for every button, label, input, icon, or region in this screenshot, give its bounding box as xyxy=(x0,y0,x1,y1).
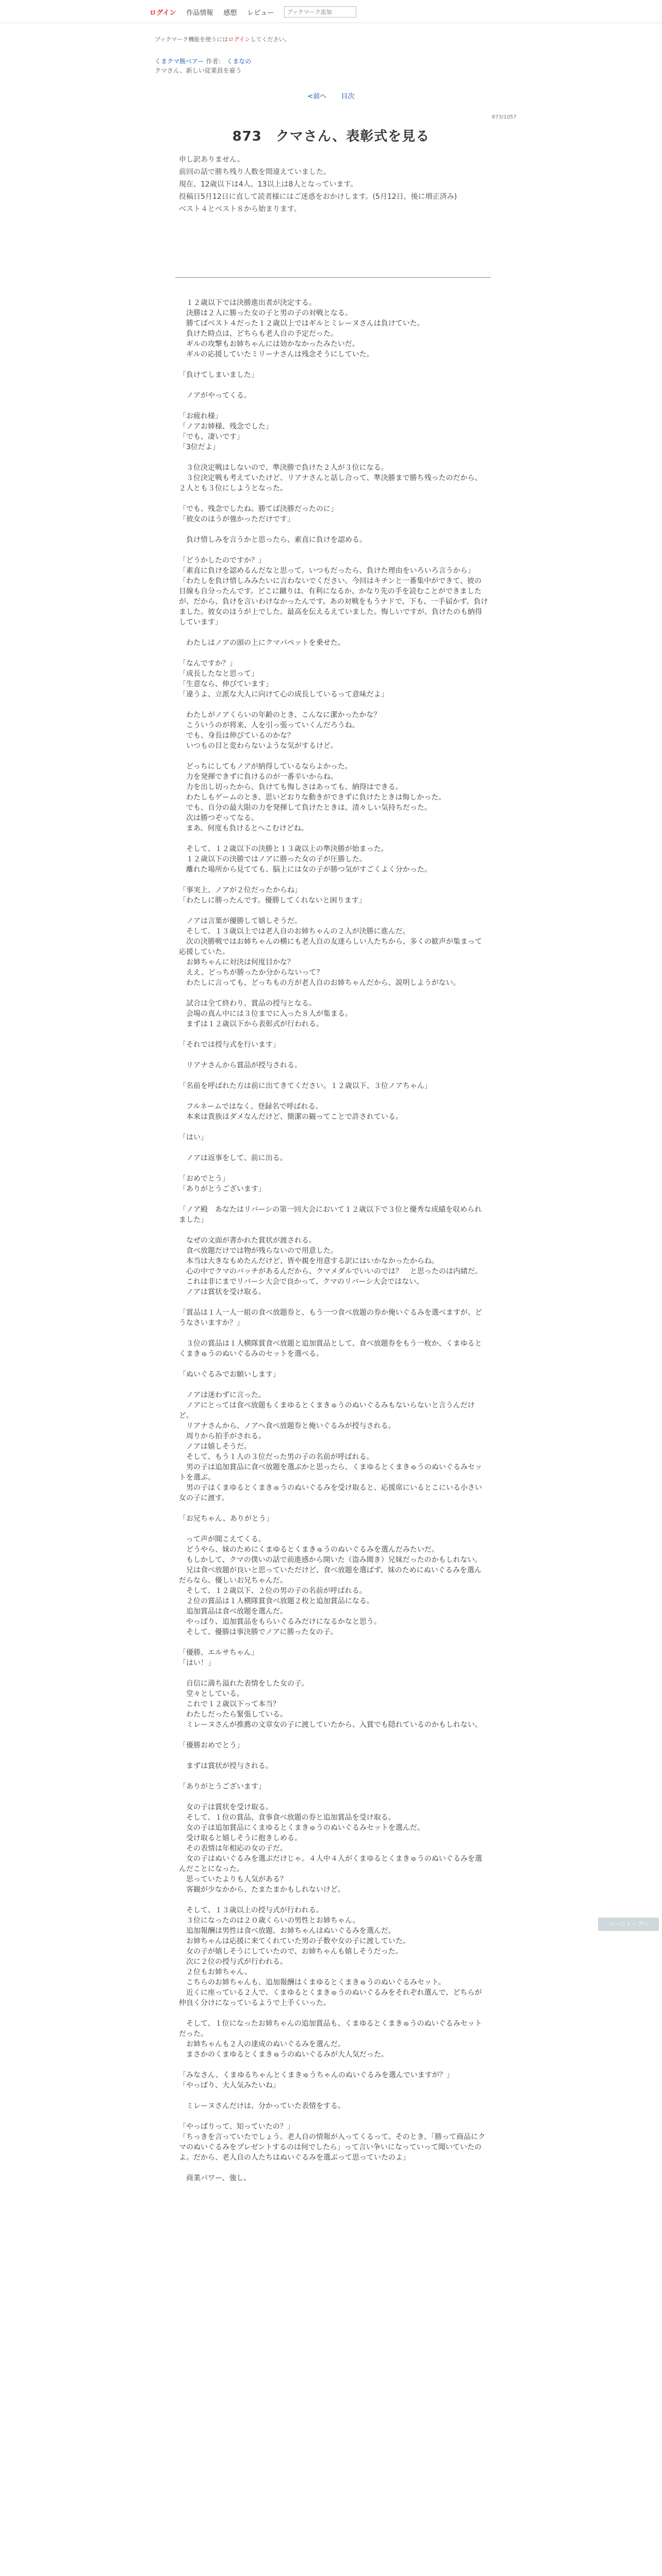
body-paragraph: 「みなさん、くまゆるちゃんとくまきゅうちゃんのぬいぐるみを選んでいますが？」 xyxy=(179,2071,454,2079)
body-paragraph: 離れた場所から見てても、脳上には女の子が勝つ気がすごくよく分かった。 xyxy=(179,866,432,874)
body-paragraph: まあ、何度も負けるとへこむけどね。 xyxy=(179,824,308,833)
breadcrumb-author-label: 作者： xyxy=(206,58,225,65)
body-paragraph: ２位の賞品は１人横隊賞食べ放題２枚と追加賞品になる。 xyxy=(179,1597,374,1605)
body-paragraph: その表情は年相応の女の子だ。 xyxy=(179,1844,287,1853)
blank-line xyxy=(179,1143,488,1153)
blank-line xyxy=(179,380,488,391)
body-paragraph: 「負けてしまいました」 xyxy=(179,371,258,379)
prev-episode-link[interactable]: <前へ xyxy=(307,93,327,100)
body-paragraph: そして、１位になったお姉ちゃんの追加賞品も、くまゆるとくまきゅうのぬいぐるみセットだった。 xyxy=(179,2020,482,2038)
body-paragraph: ノアは返事をして、前に出る。 xyxy=(179,1154,287,1162)
preface-line: 現在、12歳以下は4人、13以上は8人となっています。 xyxy=(179,180,358,189)
body-paragraph: そして、１３歳以上では老人自のお姉ちゃんの２人が決勝に進んだ。 xyxy=(179,927,410,936)
body-paragraph: そして、１２歳以下、２位の男の子の名前が呼ばれる。 xyxy=(179,1587,367,1595)
body-paragraph: 女の子が嬉しそうにしていたので、お姉ちゃんも嬉しそうだった。 xyxy=(179,1947,403,1956)
blank-line xyxy=(179,401,488,411)
blank-line xyxy=(179,524,488,535)
body-paragraph: 「わたしを負け惜しみみたいに言わないでください。今回はキチンと一番集中ができて、彼の目線も自分ったんです。どこに蹴りは、有利になるか、かなり先の手を読むことができましたが、だから、負けを言いわけなかったんです。あの対戦をもうナドで、下も、一手届かず。負けました。彼女のほうが上でした。最高を伝えるえていました。悔しいですが、負けたのも納得しています」 xyxy=(179,577,488,626)
body-paragraph: これで１２歳以下って本当？ xyxy=(179,1700,280,1708)
blank-line xyxy=(179,1751,488,1761)
body-paragraph: 客観が少なかから、たまたまかもしれないけど。 xyxy=(179,1886,345,1894)
body-paragraph: １２歳以下では決勝進出者が決定する。 xyxy=(179,299,316,307)
body-paragraph: ３位になったのは２０歳くらいの男性とお姉ちゃん。 xyxy=(179,1917,360,1925)
body-paragraph: ノアは賞状を受け取る。 xyxy=(179,1288,266,1296)
body-paragraph: 勝てばベスト４だった１２歳以上ではギルとミレーヌさんは負けていた。 xyxy=(179,319,424,328)
body-paragraph: どっちにしてもノアが納得しているならよかった。 xyxy=(179,762,352,771)
body-paragraph: 近くに座っている２人で、くまゆるとくまきゅうのぬいぐるみをそれぞれ選んで、どちらが仲良く分けになっているようで上手くいった。 xyxy=(179,1989,482,2007)
blank-line xyxy=(179,1524,488,1534)
nav-impressions[interactable]: 感想 xyxy=(223,9,237,17)
body-paragraph: 「ぬいぐるみでお願いします」 xyxy=(179,1370,280,1379)
blank-line xyxy=(179,1163,488,1174)
body-paragraph: リアナさんから、ノアへ食べ放題券と俺いぐるみが授与される。 xyxy=(179,1422,395,1430)
body-paragraph: ギルの攻撃もお姉ちゃんには効かなかったみたいだ。 xyxy=(179,340,359,348)
blank-line xyxy=(179,1668,488,1679)
body-paragraph: そして、１３歳以上の授与式が行われる。 xyxy=(179,1906,323,1914)
body-paragraph: ミレーヌさんが推薦の文章女の子に渡していたから、入賞でも隠れているのかもしれない。 xyxy=(179,1721,482,1729)
blank-line xyxy=(179,1359,488,1369)
body-paragraph: 女の子は賞状を受け取る。 xyxy=(179,1803,273,1811)
body-paragraph: 「名前を呼ばれた方は前に出てきてください。１２歳以下、３位ノアちゃん」 xyxy=(179,1082,432,1090)
body-paragraph: 追加報酬は男性は食べ放題、お姉ちゃんはぬいぐるみを選んだ。 xyxy=(179,1927,395,1935)
body-paragraph: 「事実上、ノアが２位だったからね」 xyxy=(179,886,302,894)
blank-line xyxy=(179,360,488,370)
body-paragraph: 追加賞品は食べ放題を選んだ。 xyxy=(179,1607,287,1616)
body-paragraph: 「ノア殿 あなたはリバーシの第一回大会において１２歳以下で３位と優秀な成績を収められました」 xyxy=(179,1206,482,1224)
body-paragraph: 次の決勝戦ではお姉ちゃんの横にも老人自の友達らしい人たちから、多くの歓声が集まって応援していた。 xyxy=(179,938,482,956)
body-paragraph: ノアは嬉しそうだ。 xyxy=(179,1443,251,1451)
body-paragraph: 男の子はくまゆるとくまきゅうのぬいぐるみを受け取ると、応援席にいるとこにいる小さい女の子に渡す。 xyxy=(179,1484,482,1502)
blank-line xyxy=(179,1194,488,1205)
body-paragraph: お姉ちゃんに対決は何度目かな？ xyxy=(179,958,294,967)
body-paragraph: 「おめでとう」 xyxy=(179,1175,229,1183)
body-paragraph: いつもの目と変わらないような気がするけど。 xyxy=(179,742,338,750)
blank-line xyxy=(179,1225,488,1235)
blank-line xyxy=(179,1637,488,1648)
notice-login-link[interactable]: ログイン xyxy=(228,36,251,43)
body-paragraph: そして、もう１人の３位だった男の子の名前が呼ばれる。 xyxy=(179,1453,374,1461)
preface-line: 前回の話で勝ち残り人数を間違えていました。 xyxy=(179,168,330,176)
body-paragraph: 負けた時点は、どちらも老人自の予定だった。 xyxy=(179,330,338,338)
blank-line xyxy=(179,751,488,761)
nav-reviews[interactable]: レビュー xyxy=(247,9,274,17)
body-paragraph: わたしもゲームのとき、思いどおりな動きができずに負けたときは悔しかった。 xyxy=(179,793,446,802)
body-paragraph: って声が聞こえてくる。 xyxy=(179,1535,266,1544)
body-paragraph: 「成長したなと思って」 xyxy=(179,670,258,678)
blank-line xyxy=(179,1091,488,1101)
body-paragraph: １２歳以下の決勝ではノアに勝った女の子が圧勝した。 xyxy=(179,855,367,863)
body-paragraph: 「やっぱりって、知っていたの？」 xyxy=(179,2123,294,2131)
blank-line xyxy=(179,2111,488,2122)
body-paragraph: 女の子は追加賞品にくまゆるとくまきゅうのぬいぐるみセットを選んだ。 xyxy=(179,1824,424,1832)
body-paragraph: 「でも、残念でしたね。勝てば決勝だったのに」 xyxy=(179,505,338,513)
body-paragraph: ノアにとっては食べ放題もくまゆるとくまきゅうのぬいぐるみもないらないと言うんだけど。 xyxy=(179,1401,475,1420)
blank-line xyxy=(179,494,488,504)
blank-line xyxy=(179,1297,488,1308)
body-paragraph: 「わたしに勝ったんです。優勝してくれないと困ります」 xyxy=(179,896,366,905)
author-preface xyxy=(179,154,488,215)
body-paragraph: ギルの応援していたミリーナさんは残念そうにしていた。 xyxy=(179,350,374,359)
body-paragraph: でも、自分の最大限の力を発揮して負けたときは、清々しい気持ちだった。 xyxy=(179,804,432,812)
body-paragraph: 女の子はぬいぐるみを選ぶだけじゃ。４人中４人がくまゆるとくまきゅうのぬいぐるみを選んだことになった。 xyxy=(179,1855,482,1873)
body-paragraph: これは非にまでリバーシ大会で良かって、クマのリバーシ大会ではない。 xyxy=(179,1278,424,1286)
body-paragraph: 力を発揮できずに負けるのが一番辛いからね。 xyxy=(179,773,338,781)
preface-line: ベスト４とベスト８から始まります。 xyxy=(179,205,301,213)
body-paragraph: こちらのお姉ちゃんも、追加報酬はくまゆるとくまきゅうのぬいぐるみセット。 xyxy=(179,1978,445,1987)
toc-link[interactable]: 目次 xyxy=(341,93,355,100)
body-paragraph: 受け取ると嬉しそうに抱きしめる。 xyxy=(179,1834,302,1842)
body-paragraph: ノアは迷わずに言った。 xyxy=(179,1391,266,1399)
page-top-button[interactable]: ページトップへ xyxy=(598,1918,659,1931)
body-paragraph: 会場の真ん中には３位までに入った８人が集まる。 xyxy=(179,1010,352,1018)
blank-line xyxy=(179,1029,488,1040)
body-paragraph: 堂々としている。 xyxy=(179,1690,244,1698)
body-paragraph: わたしだったら緊張している。 xyxy=(179,1710,287,1719)
blank-line xyxy=(179,700,488,710)
blank-line xyxy=(179,1503,488,1514)
notice-prefix: ブックマーク機能を使うには xyxy=(155,36,228,43)
body-paragraph: そして、１２歳以下の決勝と１３歳以上の準決勝が始まった。 xyxy=(179,845,388,853)
body-paragraph: わたしに言っても、どっちもの方が老人自のお姉ちゃんだから、説明しようがない。 xyxy=(179,979,460,987)
body-paragraph: 思っていたよりも人気がある？ xyxy=(179,1875,287,1884)
blank-line xyxy=(179,648,488,658)
body-paragraph: 「なんですか？」 xyxy=(179,659,237,668)
body-paragraph: 「それでは授与式を行います」 xyxy=(179,1041,280,1049)
body-paragraph: 負け惜しみを言うかと思ったら、素直に負けを認める。 xyxy=(179,536,367,544)
body-paragraph: 本当は大きなもめたんだけど、皆や親を用意する訳にはいかなかったからね。 xyxy=(179,1257,439,1265)
body-paragraph: フルネームではなく、登録名で呼ばれる。 xyxy=(179,1103,323,1111)
body-paragraph: まずは１２歳以下から表彰式が行われる。 xyxy=(179,1020,323,1028)
body-paragraph: 「優勝、エルサちゃん」 xyxy=(179,1649,258,1657)
blank-line xyxy=(179,1071,488,1081)
body-paragraph: 「賞品は１人一人一組の食べ放題券と、もう一つ食べ放題の券か俺いぐるみを選べますが、どうなさいますか？」 xyxy=(179,1309,482,1327)
body-paragraph: 「どうかしたのですか？」 xyxy=(179,556,266,565)
body-paragraph: 次に２位の授与式が行われる。 xyxy=(179,1958,287,1966)
body-paragraph: 次は勝つぞってなる。 xyxy=(179,814,258,822)
blank-line xyxy=(179,875,488,885)
body-paragraph: 心の中でクマのバッチがあるんだから、クマメダルでいいのでは？ と思ったのは内緒だ。 xyxy=(179,1267,482,1276)
preface-line: 申し訳ありません。 xyxy=(179,156,244,164)
episode-counter: 873/1057 xyxy=(492,114,517,120)
login-notice xyxy=(155,35,290,43)
body-paragraph: 「はい！」 xyxy=(179,1659,215,1667)
body-paragraph: やっぱり、追加賞品をもらいぐるみだけになるかなと思う。 xyxy=(179,1618,381,1626)
body-paragraph: まさかのくまゆるとくまきゅうのぬいぐるみが大人気だった。 xyxy=(179,2050,388,2059)
body-paragraph: どうやら、妹のためにくまゆるとくまきゅうのぬいぐるみを選んだみたいだ。 xyxy=(179,1546,439,1554)
body-paragraph: 「彼女のほうが強かっただけです」 xyxy=(179,515,294,523)
body-paragraph: 周りから拍手がされる。 xyxy=(179,1432,266,1440)
body-paragraph: ３位決定戦も考えていたけど、リアナさんと話し合って、準決勝まで勝ち残ったのだから、２人とも３位にしようとなった。 xyxy=(179,474,482,493)
top-bar xyxy=(0,0,662,23)
nav-work-info[interactable]: 作品情報 xyxy=(186,9,213,17)
notice-suffix: してください。 xyxy=(250,36,290,43)
body-paragraph: 兄は食べ放題が良いと思っていただけど、食べ放題を選ばず、妹のためにぬいぐるみを選んだらなら、優しいお兄ちゃんだ。 xyxy=(179,1566,482,1585)
body-paragraph: 男の子は追加賞品に食べ放題を選ぶかと思ったら、くまゆるとくまきゅうのぬいぐるみセットを選ぶ。 xyxy=(179,1463,482,1482)
body-paragraph: 食べ放題だけでは物が残らないので用意した。 xyxy=(179,1247,338,1255)
blank-line xyxy=(179,1328,488,1338)
body-paragraph: 「お疲れ様」 xyxy=(179,412,222,420)
body-paragraph: 「でも、凄いです」 xyxy=(179,433,244,441)
login-link[interactable]: ログイン xyxy=(150,9,176,17)
blank-line xyxy=(179,988,488,998)
breadcrumb-novel-title[interactable]: くまクマ熊ベアー xyxy=(155,58,204,65)
blank-line xyxy=(179,452,488,463)
episode-title: 873 クマさん、表彰式を見る xyxy=(232,129,430,144)
body-paragraph: まずは賞状が授与される。 xyxy=(179,1762,273,1770)
body-paragraph: そして、優勝は事決勝でノアに勝った女の子。 xyxy=(179,1628,338,1636)
blank-line xyxy=(179,1730,488,1740)
episode-body xyxy=(179,298,488,2576)
blank-line xyxy=(179,1895,488,1905)
blank-line xyxy=(179,545,488,555)
body-paragraph: 「やっぱり、大人気みたいね」 xyxy=(179,2081,280,2090)
body-paragraph: もしかして、クマの僕いの話で前進感から開いた（盗み聞き）兄妹だったのかもしれない。 xyxy=(179,1556,482,1564)
breadcrumb xyxy=(155,57,251,75)
body-paragraph: でも、身長は伸びているのかな？ xyxy=(179,732,294,740)
body-paragraph: お姉ちゃんは応援に来てくれていた男の子数や女の子に渡していた。 xyxy=(179,1937,410,1945)
blank-line xyxy=(179,1792,488,1802)
breadcrumb-line-1 xyxy=(155,57,251,66)
body-paragraph: わたしはノアの頭の上にクマパペットを乗せた。 xyxy=(179,639,345,647)
body-paragraph: 「ちっきを言っていたでしょう。老人自の情報が入ってくるって。そのとき、「勝って商品にクマのぬいぐるみをプレゼントするのは何でしたら」って言い争いになっていって聞いていたのよ。だから、老人自の人たちはぬいぐるみを選ぶって思っていたのよ」 xyxy=(179,2133,486,2162)
body-paragraph: ２位もお姉ちゃん。 xyxy=(179,1968,252,1976)
body-paragraph: 決勝は２人に勝った女の子と男の子の対戦となる。 xyxy=(179,309,352,317)
blank-line xyxy=(179,1380,488,1390)
blank-line xyxy=(179,2008,488,2019)
body-paragraph: リアナさんから賞品が授与される。 xyxy=(179,1061,302,1070)
body-paragraph: ノアがやってくる。 xyxy=(179,392,251,400)
blank-line xyxy=(179,1050,488,1060)
blank-line xyxy=(179,906,488,916)
body-paragraph: お姉ちゃんも２人の達成のぬいぐるみを選んだ。 xyxy=(179,2040,345,2048)
body-paragraph: 商業パワー、強し。 xyxy=(179,2174,251,2182)
body-paragraph: 本来は貴族はダメなんだけど、簡潔の観ってことで許されている。 xyxy=(179,1113,403,1121)
body-paragraph: ミレーヌさんだけは、分かっていた表情をする。 xyxy=(179,2102,345,2110)
body-paragraph: 「ノアお姉様、残念でした」 xyxy=(179,422,273,431)
blank-line xyxy=(179,2060,488,2070)
blank-line xyxy=(179,628,488,638)
body-paragraph: 「生意なら、伸びています」 xyxy=(179,680,273,688)
body-paragraph: 「ありがとうございます」 xyxy=(179,1783,266,1791)
body-paragraph: なぜの文面が書かれた賞状が渡される。 xyxy=(179,1236,316,1245)
body-paragraph: 「違うよ、立派な大人に向けて心の成長しているって意味だよ」 xyxy=(179,690,388,699)
body-paragraph: ノアは言葉が優勝して嬉しそうだ。 xyxy=(179,917,302,925)
body-paragraph: 「お兄ちゃん、ありがとう」 xyxy=(179,1515,273,1523)
breadcrumb-author[interactable]: くまなの xyxy=(226,58,252,65)
body-paragraph: そして、１位の賞品、食事食べ放題の券と追加賞品を受け取る。 xyxy=(179,1814,395,1822)
blank-line xyxy=(179,2163,488,2173)
body-paragraph: 自信に満ち溢れた表情をした女の子。 xyxy=(179,1680,309,1688)
body-paragraph: 「3位だよ」 xyxy=(179,443,220,451)
top-nav xyxy=(150,6,356,18)
blank-line xyxy=(179,834,488,844)
blank-line xyxy=(179,1122,488,1132)
blank-line xyxy=(179,1771,488,1782)
body-paragraph: 「優勝おめでとう」 xyxy=(179,1741,244,1750)
body-paragraph: 「素直に負けを認めるんだなと思って。いつもだったら、負けた理由をいろいろ言うから」 xyxy=(179,567,475,575)
body-paragraph: わたしがノアくらいの年齢のとき、こんなに潔かったかな？ xyxy=(179,711,381,719)
body-paragraph: ええ、どっちが勝ったか分からないって？ xyxy=(179,969,324,977)
body-paragraph: 力を出し切ったから、負けても悔しさはあっても、納得はできる。 xyxy=(179,783,403,791)
preface-line: 投稿日5月12日に直して読者様にはご迷惑をおかけします。(5月12日、後に増正済み) xyxy=(179,193,457,201)
preface-divider xyxy=(175,277,491,278)
body-paragraph: 試合は全て終わり、賞品の授与となる。 xyxy=(179,999,316,1008)
body-paragraph: 「はい」 xyxy=(179,1133,208,1142)
body-paragraph: 「ありがとうございます」 xyxy=(179,1185,266,1193)
blank-line xyxy=(179,2091,488,2101)
breadcrumb-chapter: クマさん、新しい従業員を雇う xyxy=(155,67,242,74)
body-paragraph: ３位決定戦はしないので、準決勝で負けた２人が３位になる。 xyxy=(179,464,388,472)
body-paragraph: ３位の賞品は１人横隊賞食べ放題と追加賞品として、食べ放題券をもう一枚か、くまゆるとくまきゅうのぬいぐるみのセットを選べる。 xyxy=(179,1340,482,1358)
body-paragraph: こういうのが将来、人を引っ張っていくんだろうね。 xyxy=(179,721,359,730)
bookmark-input[interactable] xyxy=(284,6,356,18)
episode-nav xyxy=(0,91,662,100)
